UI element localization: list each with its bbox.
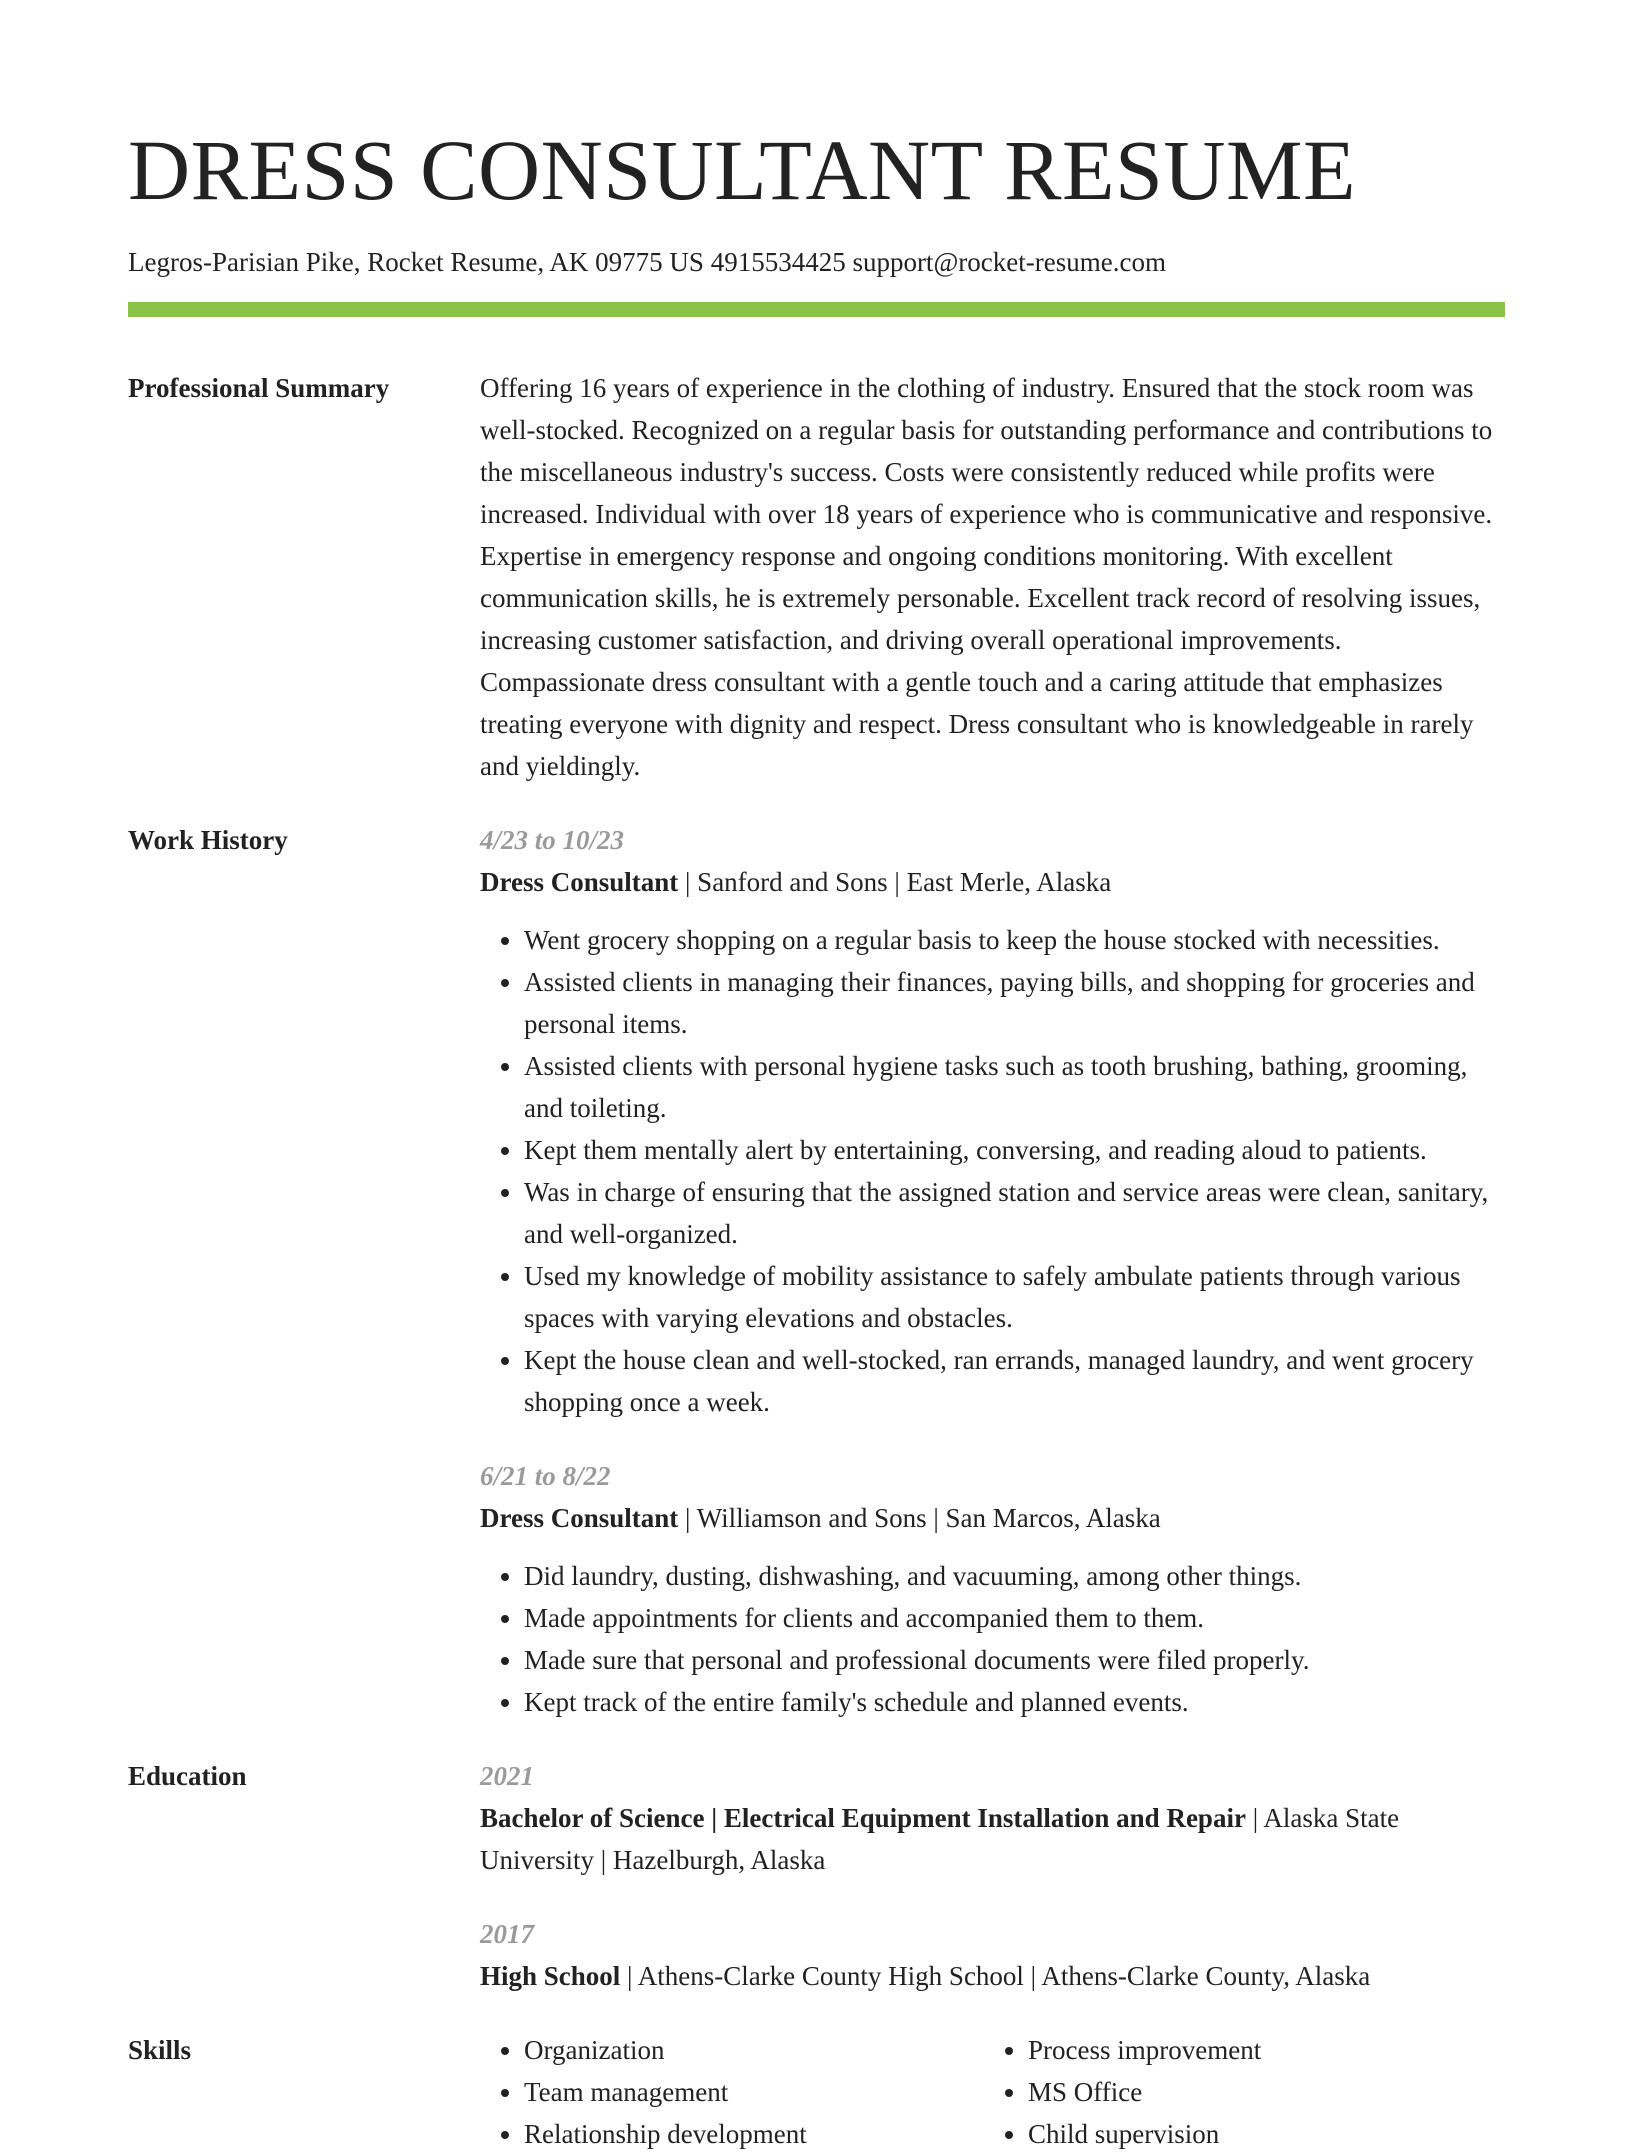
education-entries — [480, 1755, 1505, 1997]
education-details: | Alaska State University | Hazelburgh, Alaska — [480, 1803, 1400, 1875]
skill-item: • Team management — [524, 2071, 984, 2113]
job-title: Dress Consultant — [480, 867, 679, 897]
skill-item: • MS Office — [1028, 2071, 1488, 2113]
job-dates: 4/23 to 10/23 — [480, 825, 625, 855]
degree: High School — [480, 1961, 621, 1991]
job-details: | Sanford and Sons | East Merle, Alaska — [678, 867, 1112, 897]
list-item: • Used my knowledge of mobility assistance to safely ambulate patients through various spaces with varying elevations and obstacles. — [524, 1255, 1505, 1339]
education-year: 2017 — [480, 1919, 534, 1949]
list-item: • Kept track of the entire family's schedule and planned events. — [524, 1681, 1505, 1723]
skills-list-right — [984, 2029, 1488, 2155]
list-item: • Was in charge of ensuring that the assigned station and service areas were clean, sanitary, and well-organized. — [524, 1171, 1505, 1255]
list-item: • Made appointments for clients and accompanied them to them. — [524, 1597, 1505, 1639]
education-entry — [480, 1755, 1505, 1881]
summary-text: Offering 16 years of experience in the clothing of industry. Ensured that the stock room was well-stocked. Recognized on a regular basis for outstanding performance and contributions to the miscellaneous industry's success. Costs were consistently reduced while profits were increased. Individual with over 18 years of experience who is communicative and responsive. Expertise in emergency response and ongoing conditions monitoring. With excellent communication skills, he is extremely personable. Excellent track record of resolving issues, increasing customer satisfaction, and driving overall operational improvements. Compassionate dress consultant with a gentle touch and a caring attitude that emphasizes treating everyone with dignity and respect. Dress consultant who is knowledgeable in rarely and yieldingly. — [480, 373, 1493, 781]
skills-columns — [480, 2029, 1505, 2155]
education-year: 2021 — [480, 1761, 534, 1791]
resume-title: DRESS CONSULTANT RESUME — [128, 122, 1356, 218]
job-entry — [480, 819, 1505, 1423]
summary-section — [128, 367, 1505, 787]
skill-item: • Process improvement — [1028, 2029, 1488, 2071]
skill-item: • Relationship development — [524, 2113, 984, 2155]
education-entry — [480, 1913, 1505, 1997]
job-heading — [480, 861, 1505, 903]
resume-page — [128, 0, 1505, 2155]
skill-item: • Child supervision — [1028, 2113, 1488, 2155]
list-item: • Assisted clients in managing their finances, paying bills, and shopping for groceries and personal items. — [524, 961, 1505, 1045]
job-details: | Williamson and Sons | San Marcos, Alaska — [678, 1503, 1161, 1533]
job-dates: 6/21 to 8/22 — [480, 1461, 611, 1491]
work-history-section — [128, 819, 1505, 1723]
skills-section — [128, 2029, 1505, 2155]
skill-item: • Organization — [524, 2029, 984, 2071]
education-details: | Athens-Clarke County High School | Athens-Clarke County, Alaska — [620, 1961, 1371, 1991]
job-title: Dress Consultant — [480, 1503, 679, 1533]
education-section — [128, 1755, 1505, 1997]
degree: Bachelor of Science | Electrical Equipment Installation and Repair — [480, 1803, 1246, 1833]
job-bullets — [480, 919, 1505, 1423]
header-divider — [128, 302, 1505, 317]
job-bullets — [480, 1555, 1505, 1723]
job-entry — [480, 1455, 1505, 1723]
list-item: • Made sure that personal and professional documents were filed properly. — [524, 1639, 1505, 1681]
contact-line: Legros-Parisian Pike, Rocket Resume, AK 09775 US 4915534425 support@rocket-resume.com — [128, 247, 1166, 277]
list-item: • Kept them mentally alert by entertaining, conversing, and reading aloud to patients. — [524, 1129, 1505, 1171]
section-label: Professional Summary — [128, 373, 390, 403]
section-label: Skills — [128, 2035, 192, 2065]
list-item: • Kept the house clean and well-stocked, ran errands, managed laundry, and went grocery shopping once a week. — [524, 1339, 1505, 1423]
work-entries — [480, 819, 1505, 1723]
job-heading — [480, 1497, 1505, 1539]
education-heading — [480, 1955, 1505, 1997]
education-heading — [480, 1797, 1505, 1881]
list-item: • Assisted clients with personal hygiene tasks such as tooth brushing, bathing, grooming, and toileting. — [524, 1045, 1505, 1129]
skills-list-left — [480, 2029, 984, 2155]
section-label: Work History — [128, 825, 288, 855]
section-label: Education — [128, 1761, 247, 1791]
list-item: • Went grocery shopping on a regular basis to keep the house stocked with necessities. — [524, 919, 1505, 961]
list-item: • Did laundry, dusting, dishwashing, and vacuuming, among other things. — [524, 1555, 1505, 1597]
